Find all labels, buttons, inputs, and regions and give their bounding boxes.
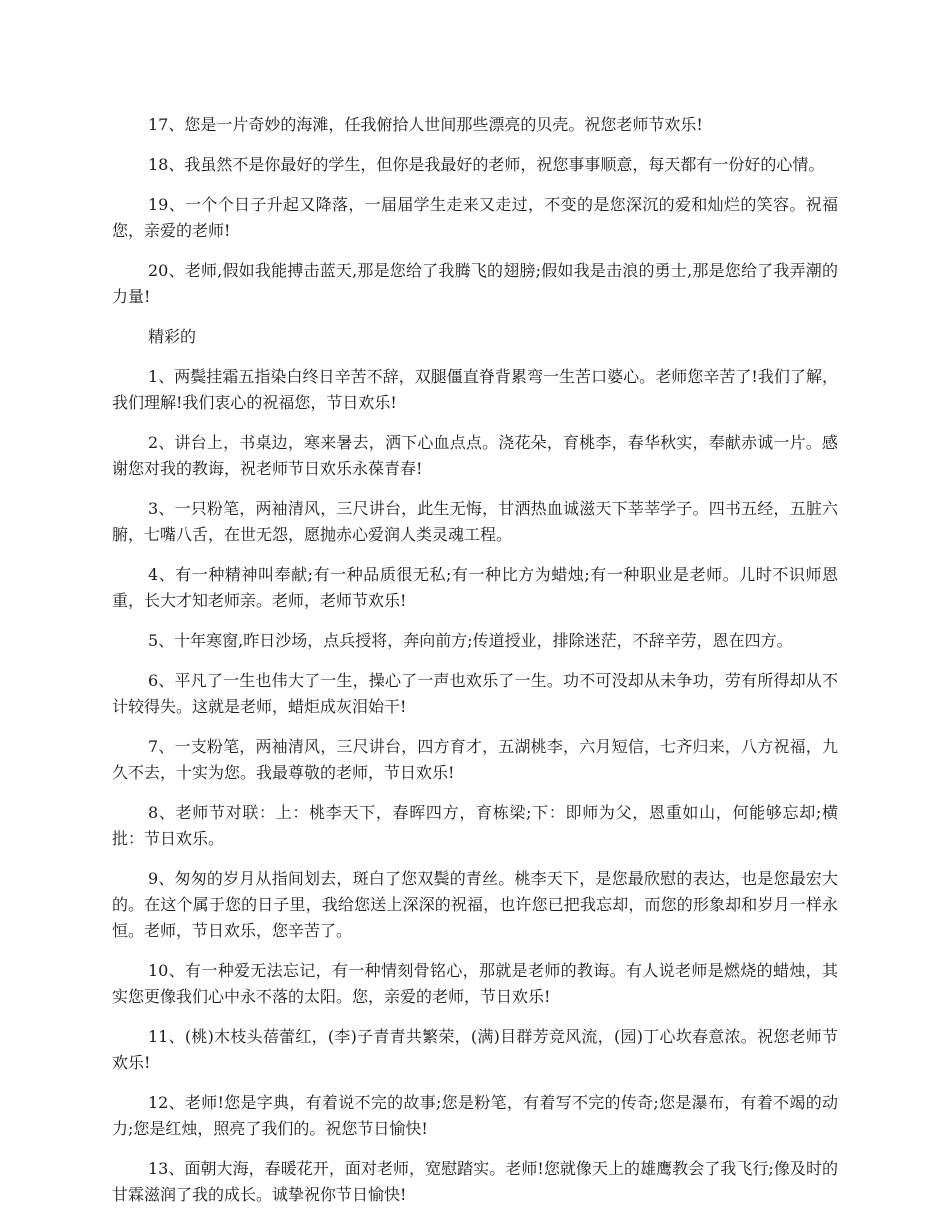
paragraph-13: 13、面朝大海，春暖花开，面对老师，宽慰踏实。老师!您就像天上的雄鹰教会了我飞行;像及时的甘霖滋润了我的成长。诚挚祝你节日愉快! xyxy=(112,1159,838,1204)
paragraph-3: 3、一只粉笔，两袖清风，三尺讲台，此生无悔，甘洒热血诚滋天下莘莘学子。四书五经，五脏六腑，七嘴八舌，在世无怨，愿抛赤心爱润人类灵魂工程。 xyxy=(112,499,838,544)
paragraph-1: 1、两鬓挂霜五指染白终日辛苦不辞，双腿僵直脊背累弯一生苦口婆心。老师您辛苦了!我们了解，我们理解!我们衷心的祝福您，节日欢乐! xyxy=(112,367,838,412)
paragraph-9: 9、匆匆的岁月从指间划去，斑白了您双鬓的青丝。桃李天下，是您最欣慰的表达，也是您最宏大的。在这个属于您的日子里，我给您送上深深的祝福，也许您已把我忘却，而您的形象却和岁月一样永恒。老师，节日欢乐，您辛苦了。 xyxy=(112,869,838,940)
paragraph-6: 6、平凡了一生也伟大了一生，操心了一声也欢乐了一生。功不可没却从未争功，劳有所得却从不计较得失。这就是老师，蜡炬成灰泪始干! xyxy=(112,671,838,716)
paragraph-19: 19、一个个日子升起又降落，一届届学生走来又走过，不变的是您深沉的爱和灿烂的笑容。祝福您，亲爱的老师! xyxy=(112,195,838,240)
paragraph-8: 8、老师节对联：上：桃李天下，春晖四方，育栋梁;下：即师为父，恩重如山，何能够忘却;横批：节日欢乐。 xyxy=(112,803,838,848)
paragraph-12: 12、老师!您是字典，有着说不完的故事;您是粉笔，有着写不完的传奇;您是瀑布，有着不竭的动力;您是红烛，照亮了我们的。祝您节日愉快! xyxy=(112,1093,838,1138)
paragraph-2: 2、讲台上，书桌边，寒来暑去，洒下心血点点。浇花朵，育桃李，春华秋实，奉献赤诚一片。感谢您对我的教诲，祝老师节日欢乐永葆青春! xyxy=(112,433,838,478)
paragraph-20: 20、老师,假如我能搏击蓝天,那是您给了我腾飞的翅膀;假如我是击浪的勇士,那是您给了我弄潮的力量! xyxy=(112,261,838,306)
paragraph-4: 4、有一种精神叫奉献;有一种品质很无私;有一种比方为蜡烛;有一种职业是老师。儿时不识师恩重，长大才知老师亲。老师，老师节欢乐! xyxy=(112,565,838,610)
paragraph-11: 11、(桃)木枝头蓓蕾红，(李)子青青共繁荣，(满)目群芳竞风流，(园)丁心坎春意浓。祝您老师节欢乐! xyxy=(112,1027,838,1072)
paragraph-10: 10、有一种爱无法忘记，有一种情刻骨铭心，那就是老师的教诲。有人说老师是燃烧的蜡烛，其实您更像我们心中永不落的太阳。您，亲爱的老师，节日欢乐! xyxy=(112,961,838,1006)
paragraph-7: 7、一支粉笔，两袖清风，三尺讲台，四方育才，五湖桃李，六月短信，七齐归来，八方祝福，九久不去，十实为您。我最尊敬的老师，节日欢乐! xyxy=(112,737,838,782)
paragraph-17: 17、您是一片奇妙的海滩，任我俯拾人世间那些漂亮的贝壳。祝您老师节欢乐! xyxy=(148,115,703,134)
paragraph-18: 18、我虽然不是你最好的学生，但你是我最好的老师，祝您事事顺意，每天都有一份好的心情。 xyxy=(148,155,825,174)
section-heading: 精彩的 xyxy=(148,327,197,346)
paragraph-5: 5、十年寒窗,昨日沙场，点兵授将，奔向前方;传道授业，排除迷茫，不辞辛劳，恩在四方。 xyxy=(148,631,793,650)
